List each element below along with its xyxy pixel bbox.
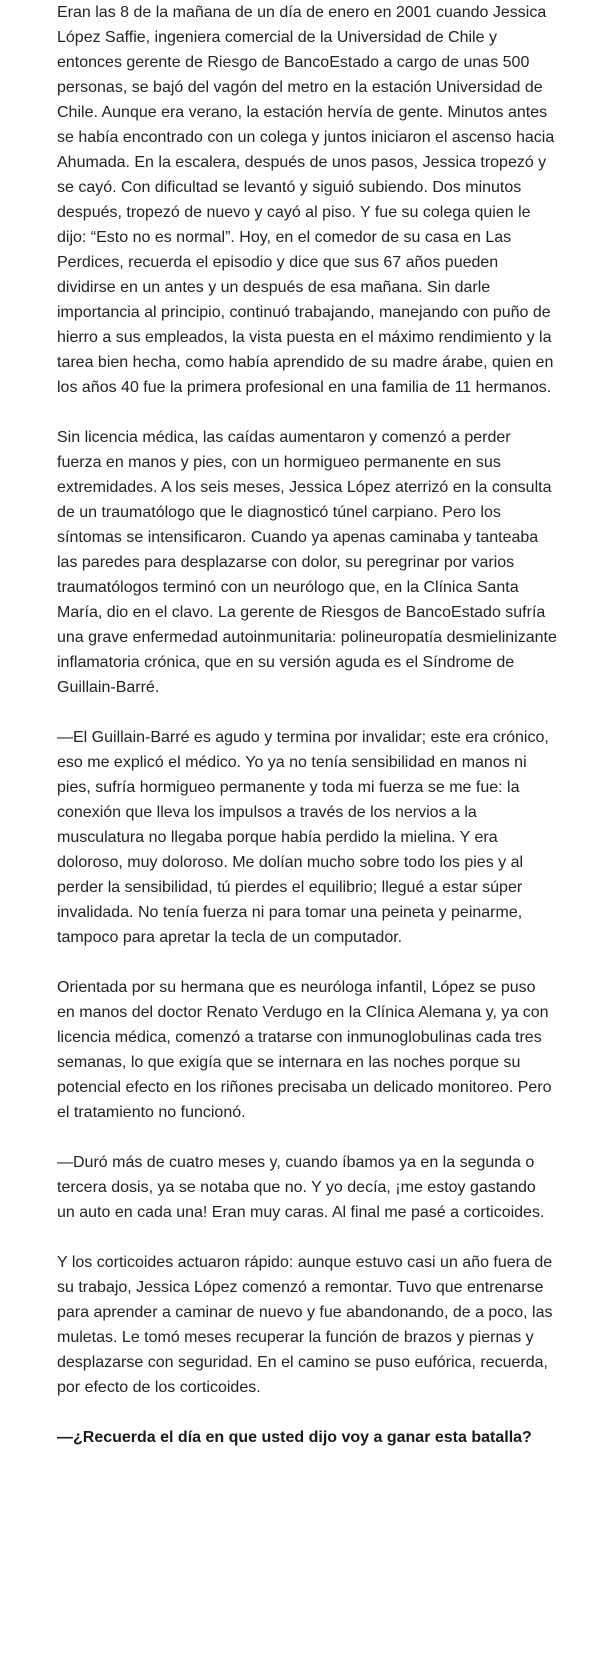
interview-question: —¿Recuerda el día en que usted dijo voy a ganar esta batalla? (57, 1429, 532, 1446)
paragraph-1: Eran las 8 de la mañana de un día de enero en 2001 cuando Jessica López Saffie, ingeniera comercial de la Universidad de Chile y entonces gerente de Riesgo de BancoEstado a cargo de unas 500 personas, se bajó del vagón del metro en la estación Universidad de Chile. Aunque era verano, la estación hervía de gente. Minutos antes se había encontrado con un colega y juntos iniciaron el ascenso hacia Ahumada. En la escalera, después de unos pasos, Jessica tropezó y se cayó. Con dificultad se levantó y siguió subiendo. Dos minutos después, tropezó de nuevo y cayó al piso. Y fue su colega quien le dijo: “Esto no es normal”. Hoy, en el comedor de su casa en Las Perdices, recuerda el episodio y dice que sus 67 años pueden dividirse en un antes y un después de esa mañana. Sin darle importancia al principio, continuó trabajando, manejando con puño de hierro a sus empleados, la vista puesta en el máximo rendimiento y la tarea bien hecha, como había aprendido de su madre árabe, quien en los años 40 fue la primera profesional en una familia de 11 hermanos. (57, 4, 555, 396)
article-body (57, 0, 557, 1450)
paragraph-4: Orientada por su hermana que es neuróloga infantil, López se puso en manos del doctor Renato Verdugo en la Clínica Alemana y, ya con licencia médica, comenzó a tratarse con inmunoglobulinas cada tres semanas, lo que exigía que se internara en las noches porque su potencial efecto en los riñones precisaba un delicado monitoreo. Pero el tratamiento no funcionó. (57, 979, 552, 1121)
paragraph-3: —El Guillain-Barré es agudo y termina por invalidar; este era crónico, eso me explicó el médico. Yo ya no tenía sensibilidad en manos ni pies, sufría hormigueo permanente y toda mi fuerza se me fue: la conexión que lleva los impulsos a través de los nervios a la musculatura no llegaba porque había perdido la mielina. Y era doloroso, muy doloroso. Me dolían mucho sobre todo los pies y al perder la sensibilidad, tú pierdes el equilibrio; llegué a estar súper invalidada. No tenía fuerza ni para tomar una peineta y peinarme, tampoco para apretar la tecla de un computador. (57, 729, 549, 946)
paragraph-2: Sin licencia médica, las caídas aumentaron y comenzó a perder fuerza en manos y pies, con un hormigueo permanente en sus extremidades. A los seis meses, Jessica López aterrizó en la consulta de un traumatólogo que le diagnosticó túnel carpiano. Pero los síntomas se intensificaron. Cuando ya apenas caminaba y tanteaba las paredes para desplazarse con dolor, su peregrinar por varios traumatólogos terminó con un neurólogo que, en la Clínica Santa María, dio en el clavo. La gerente de Riesgos de BancoEstado sufría una grave enfermedad autoinmunitaria: polineuropatía desmielinizante inflamatoria crónica, que en su versión aguda es el Síndrome de Guillain-Barré. (57, 429, 557, 696)
paragraph-5: —Duró más de cuatro meses y, cuando íbamos ya en la segunda o tercera dosis, ya se notaba que no. Y yo decía, ¡me estoy gastando un auto en cada una! Eran muy caras. Al final me pasé a corticoides. (57, 1154, 545, 1221)
paragraph-6: Y los corticoides actuaron rápido: aunque estuvo casi un año fuera de su trabajo, Jessica López comenzó a remontar. Tuvo que entrenarse para aprender a caminar de nuevo y fue abandonando, de a poco, las muletas. Le tomó meses recuperar la función de brazos y piernas y desplazarse con seguridad. En el camino se puso eufórica, recuerda, por efecto de los corticoides. (57, 1254, 553, 1396)
